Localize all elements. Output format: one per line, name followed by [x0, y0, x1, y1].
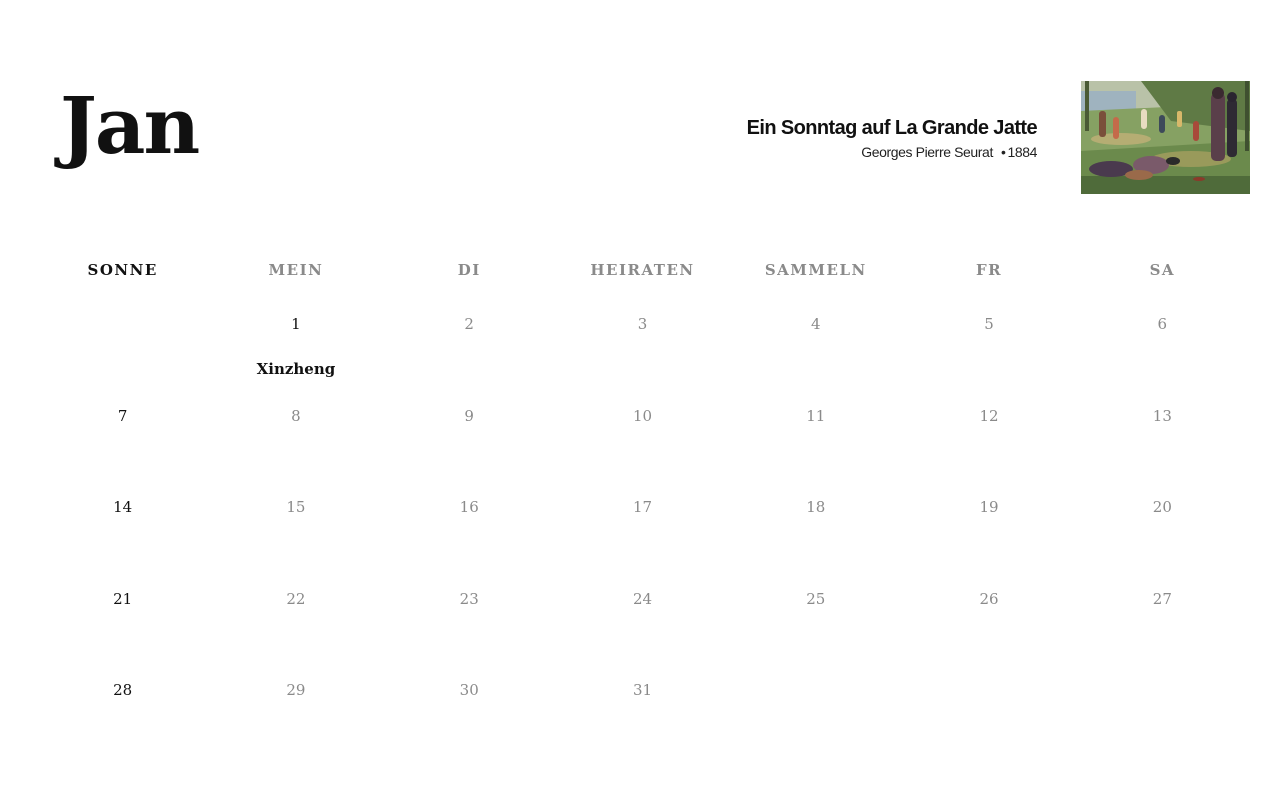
week-row-4	[36, 563, 1249, 655]
day-cell-empty	[902, 654, 1075, 746]
day-cell[interactable]: 28	[113, 681, 133, 699]
day-cell[interactable]: 10	[632, 406, 653, 425]
day-cell[interactable]: 8	[291, 406, 301, 425]
artwork-credit	[747, 143, 1037, 161]
weekday-thursday: SAMMELN	[764, 261, 867, 279]
day-cell[interactable]: 11	[806, 406, 826, 425]
day-cell[interactable]: 14	[113, 498, 133, 516]
day-cell[interactable]: 21	[113, 589, 133, 608]
day-cell[interactable]: 9	[464, 406, 474, 425]
day-cell[interactable]: 29	[286, 681, 306, 699]
day-cell[interactable]: 6	[1157, 315, 1168, 333]
artwork-thumbnail[interactable]	[1081, 81, 1250, 194]
weekday-tuesday: DI	[457, 261, 481, 279]
day-cell[interactable]: 30	[459, 681, 479, 699]
day-cell-with-event[interactable]	[209, 288, 382, 380]
day-number[interactable]: 1	[291, 315, 301, 333]
artwork-separator: •	[1000, 144, 1006, 160]
day-cell[interactable]: 22	[286, 589, 306, 608]
day-cell[interactable]: 20	[1152, 498, 1172, 516]
artwork-artist: Georges Pierre Seurat	[861, 144, 993, 160]
day-cell[interactable]: 17	[632, 498, 653, 516]
artwork-year: 1884	[1007, 144, 1037, 160]
day-cell[interactable]: 15	[286, 498, 306, 516]
week-row-3	[36, 471, 1249, 563]
day-cell-empty	[729, 654, 902, 746]
weekday-saturday: SA	[1149, 261, 1176, 279]
day-cell-empty	[1076, 654, 1249, 746]
day-cell[interactable]: 23	[459, 589, 479, 608]
day-cell[interactable]: 12	[979, 406, 999, 425]
day-cell[interactable]: 24	[632, 589, 653, 608]
day-cell[interactable]: 7	[117, 406, 128, 425]
day-cell[interactable]: 5	[984, 315, 994, 333]
weekday-header-row	[36, 252, 1249, 288]
day-cell[interactable]: 31	[632, 681, 653, 699]
day-cell[interactable]: 25	[806, 589, 826, 608]
month-title: Jan	[60, 81, 199, 172]
day-cell[interactable]: 3	[637, 315, 648, 333]
event-label[interactable]: Xinzheng	[256, 360, 336, 378]
week-row-1	[36, 288, 1249, 380]
day-cell[interactable]: 2	[464, 315, 474, 333]
week-row-2	[36, 380, 1249, 472]
day-cell[interactable]: 19	[979, 498, 999, 516]
day-cell[interactable]: 18	[806, 498, 826, 516]
day-cell[interactable]: 26	[979, 589, 999, 608]
weekday-monday: MEIN	[268, 261, 324, 279]
weekday-friday: FR	[975, 261, 1003, 279]
day-cell[interactable]: 16	[459, 498, 479, 516]
day-cell[interactable]: 27	[1152, 589, 1172, 608]
artwork-title: Ein Sonntag auf La Grande Jatte	[746, 117, 1037, 139]
artwork-info	[747, 116, 1037, 161]
day-cell[interactable]: 13	[1152, 406, 1172, 425]
week-row-5	[36, 654, 1249, 746]
weekday-wednesday: HEIRATEN	[590, 261, 695, 279]
day-cell-empty	[36, 288, 209, 380]
weekday-sunday: SONNE	[87, 261, 158, 279]
calendar-grid	[36, 252, 1249, 746]
day-cell[interactable]: 4	[810, 315, 821, 333]
